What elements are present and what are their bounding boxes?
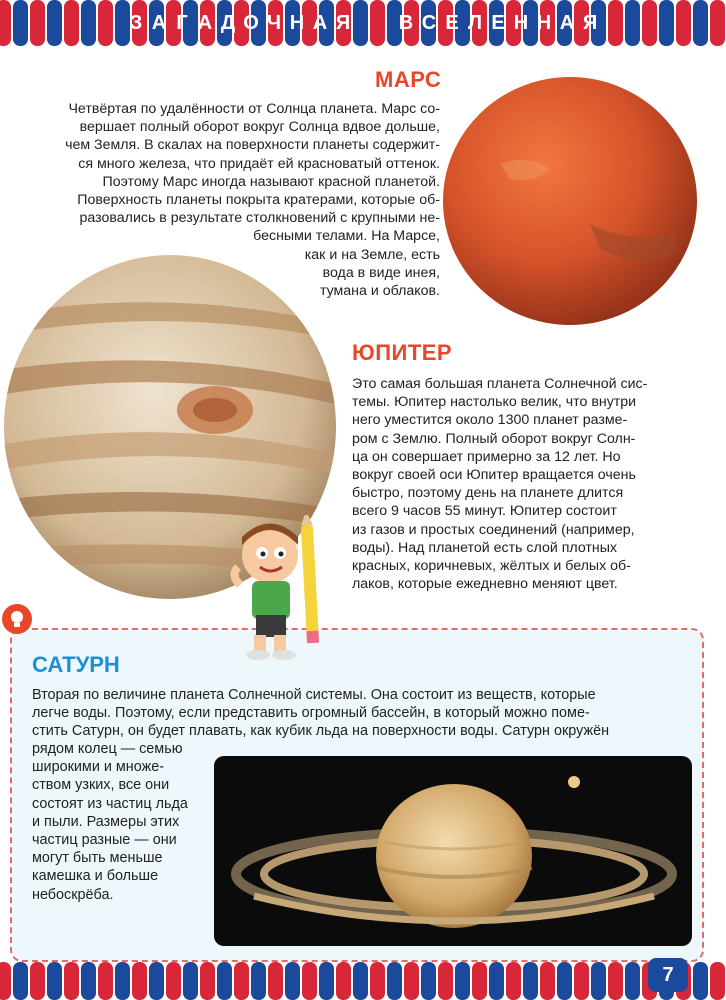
text-line: легче воды. Поэтому, если представить огромный бассейн, в который можно поме- bbox=[32, 705, 590, 722]
stripe bbox=[234, 962, 249, 1000]
stripe bbox=[523, 962, 538, 1000]
text-line: ца он совершает примерно за 12 лет. Но bbox=[352, 448, 621, 465]
stripe bbox=[693, 962, 708, 1000]
stripe bbox=[404, 962, 419, 1000]
text-line: ром с Землю. Полный оборот вокруг Солн- bbox=[352, 430, 636, 447]
text-line: Поверхность планеты покрыта кратерами, которые об- bbox=[77, 192, 440, 209]
stripe bbox=[353, 962, 368, 1000]
jupiter-text bbox=[352, 375, 712, 593]
text-line: Четвёртая по удалённости от Солнца планета. Марс со- bbox=[68, 101, 440, 117]
header-letter: А bbox=[312, 12, 328, 34]
header-letter: В bbox=[398, 12, 414, 34]
header-letter: С bbox=[421, 12, 437, 34]
stripe bbox=[438, 962, 453, 1000]
stripe bbox=[302, 962, 317, 1000]
header-letter: А bbox=[151, 12, 167, 34]
stripe bbox=[336, 962, 351, 1000]
text-line: могут быть меньше bbox=[32, 850, 163, 867]
stripe bbox=[115, 962, 130, 1000]
stripe bbox=[557, 962, 572, 1000]
stripe bbox=[64, 962, 79, 1000]
header-letter: А bbox=[559, 12, 575, 34]
text-line: ся много железа, что придаёт ей красноватый оттенок. bbox=[78, 155, 440, 172]
text-line: вокруг своей оси Юпитер вращается очень bbox=[352, 467, 636, 484]
header-letter: Я bbox=[582, 12, 598, 34]
stripe bbox=[30, 962, 45, 1000]
mars-title: МАРС bbox=[375, 67, 442, 92]
header-letter: Ч bbox=[266, 12, 282, 34]
text-line: небоскрёба. bbox=[32, 886, 114, 903]
text-line: тумана и облаков. bbox=[319, 283, 440, 300]
header-letter: А bbox=[197, 12, 213, 34]
text-line: разовались в результате столкновений с крупными не- bbox=[79, 210, 440, 227]
text-line: ством узких, все они bbox=[32, 777, 170, 794]
stripe bbox=[319, 962, 334, 1000]
stripe bbox=[489, 962, 504, 1000]
stripe bbox=[13, 962, 28, 1000]
stripe bbox=[47, 962, 62, 1000]
mars-image bbox=[440, 74, 700, 328]
text-line: состоят из частиц льда bbox=[32, 795, 188, 812]
stripe bbox=[183, 962, 198, 1000]
text-line: Поэтому Марс иногда называют красной планетой. bbox=[102, 173, 440, 190]
stripe bbox=[285, 962, 300, 1000]
stripe bbox=[132, 962, 147, 1000]
text-line: воды). Над планетой есть слой плотных bbox=[352, 539, 618, 556]
header-letter: О bbox=[243, 12, 259, 34]
text-line: него уместится около 1300 планет разме- bbox=[352, 412, 628, 429]
stripe bbox=[387, 962, 402, 1000]
text-line: Вторая по величине планета Солнечной системы. Она состоит из веществ, которые bbox=[32, 687, 596, 703]
stripe bbox=[166, 962, 181, 1000]
text-line: лаков, которые ежедневно меняют цвет. bbox=[352, 576, 618, 593]
text-line: камешка и больше bbox=[32, 868, 159, 885]
header-word-2 bbox=[395, 12, 602, 35]
boy-with-pencil-illustration bbox=[230, 515, 340, 665]
footer-band bbox=[0, 962, 726, 1000]
text-line: стить Сатурн, он будет плавать, как кубик льда на поверхности воды. Сатурн окружён bbox=[32, 723, 610, 740]
text-line: из газов и простых соединений (например, bbox=[352, 521, 635, 538]
text-line: красных, коричневых, жёлтых и белых об- bbox=[352, 558, 631, 575]
header-letter: Г bbox=[176, 12, 188, 34]
saturn-text-full bbox=[32, 686, 692, 741]
header-letter: Д bbox=[220, 12, 236, 34]
stripe bbox=[608, 962, 623, 1000]
text-line: широкими и множе- bbox=[32, 759, 164, 776]
stripe bbox=[421, 962, 436, 1000]
header-word-1 bbox=[125, 12, 355, 35]
text-line: темы. Юпитер настолько велик, что внутри bbox=[352, 394, 637, 411]
page-number: 7 bbox=[648, 958, 688, 992]
text-line: бесными телами. На Марсе, bbox=[253, 228, 440, 245]
jupiter-title: ЮПИТЕР bbox=[352, 340, 453, 365]
text-line: Это самая большая планета Солнечной сис- bbox=[352, 376, 648, 392]
stripe bbox=[591, 962, 606, 1000]
stripe bbox=[455, 962, 470, 1000]
text-line: быстро, поэтому день на планете длится bbox=[352, 485, 624, 502]
text-line: чем Земля. В скалах на поверхности планеты содержит- bbox=[65, 137, 440, 154]
text-line: как и на Земле, есть bbox=[304, 246, 440, 263]
saturn-text-narrow bbox=[32, 740, 212, 904]
stripe bbox=[540, 962, 555, 1000]
saturn-image bbox=[214, 756, 692, 946]
header-letter: Е bbox=[445, 12, 459, 34]
text-line: и пыли. Размеры этих bbox=[32, 813, 180, 830]
stripe bbox=[625, 962, 640, 1000]
text-line: рядом колец — семью bbox=[32, 741, 183, 757]
stripe bbox=[251, 962, 266, 1000]
header-letter: З bbox=[129, 12, 143, 34]
header-letter: Л bbox=[467, 12, 483, 34]
stripe bbox=[574, 962, 589, 1000]
header-letter: Е bbox=[491, 12, 505, 34]
header-letter: Н bbox=[513, 12, 529, 34]
header-letter: Н bbox=[536, 12, 552, 34]
stripe bbox=[0, 962, 11, 1000]
stripe bbox=[217, 962, 232, 1000]
stripe bbox=[506, 962, 521, 1000]
lightbulb-icon bbox=[2, 604, 32, 634]
text-line: всего 9 часов 55 минут. Юпитер состоит bbox=[352, 503, 617, 520]
header-letter: Н bbox=[289, 12, 305, 34]
text-line: частиц разные — они bbox=[32, 832, 177, 849]
stripe bbox=[472, 962, 487, 1000]
header-letter: Я bbox=[335, 12, 351, 34]
stripe bbox=[268, 962, 283, 1000]
header-title bbox=[0, 12, 726, 35]
stripe bbox=[149, 962, 164, 1000]
stripe bbox=[98, 962, 113, 1000]
stripe bbox=[370, 962, 385, 1000]
saturn-title: САТУРН bbox=[32, 652, 120, 677]
stripe bbox=[81, 962, 96, 1000]
stripe bbox=[200, 962, 215, 1000]
text-line: вершает полный оборот вокруг Солнца вдвое дольше, bbox=[79, 119, 440, 136]
text-line: вода в виде инея, bbox=[322, 264, 440, 281]
stripe bbox=[710, 962, 725, 1000]
